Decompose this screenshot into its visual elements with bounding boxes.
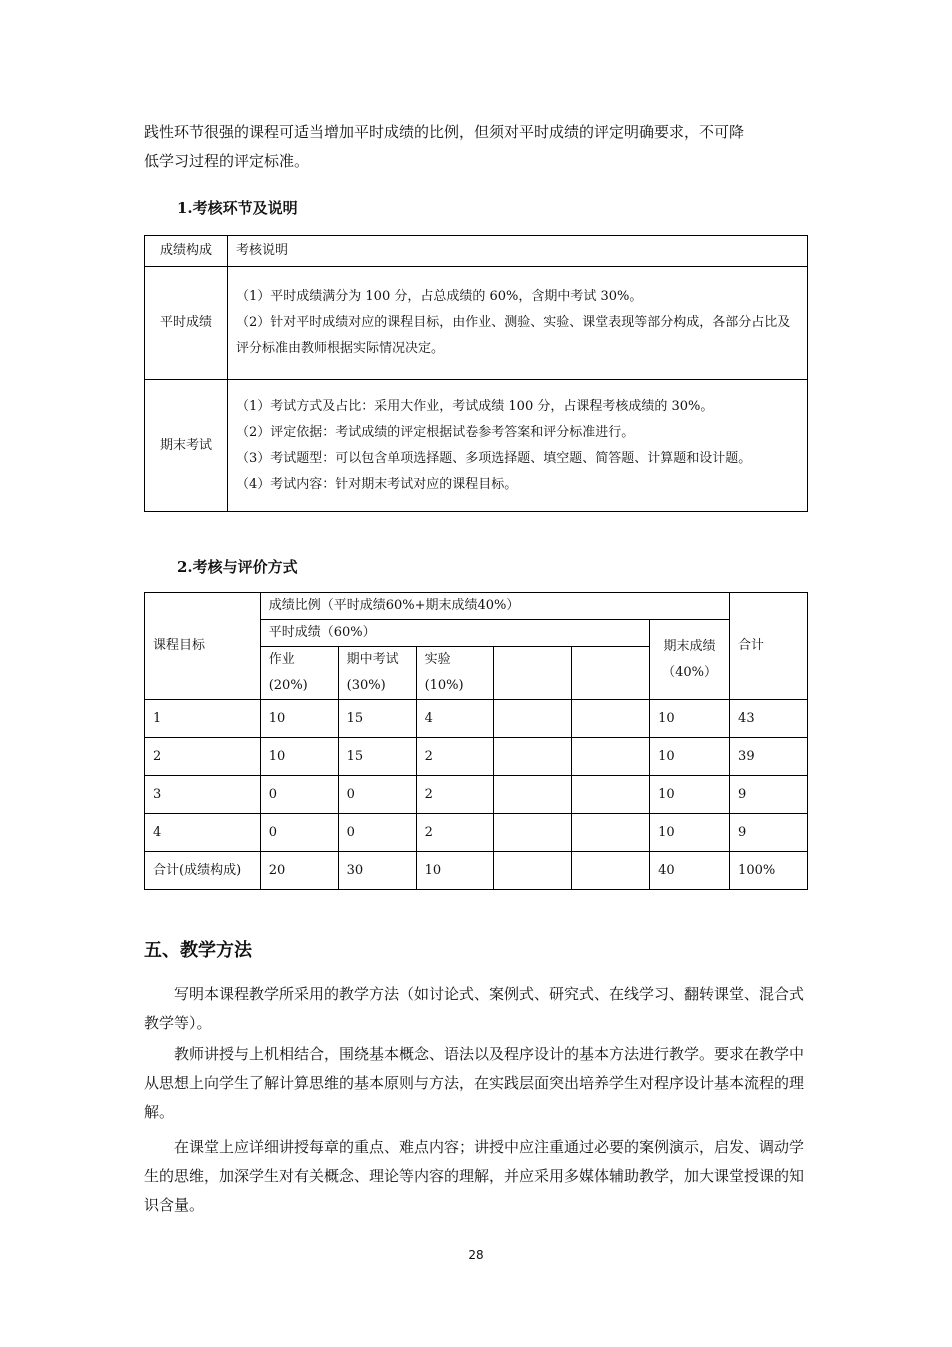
page-number: 28 [468, 1248, 484, 1262]
header-lab-pct: (10%) [424, 678, 464, 693]
section-5-heading: 五、教学方法 [144, 940, 252, 961]
empty-cell [572, 738, 650, 776]
description-line: （2）针对平时成绩对应的课程目标，由作业、测验、实验、课堂表现等部分构成，各部分占比及评分标准由教师根据实际情况决定。 [236, 315, 791, 356]
section-1-heading: 1.考核环节及说明 [177, 199, 298, 217]
assessment-table-header [145, 236, 808, 267]
cell-midterm: 30 [338, 852, 416, 890]
cell-total: 43 [730, 700, 808, 738]
cell-final: 10 [650, 700, 730, 738]
cell-goal: 合计(成绩构成) [145, 852, 261, 890]
cell-final: 10 [650, 814, 730, 852]
assessment-table [144, 235, 808, 512]
description-line: （3）考试题型：可以包含单项选择题、多项选择题、填空题、简答题、计算题和设计题。 [236, 450, 752, 466]
cell-homework: 0 [260, 814, 338, 852]
row-description [228, 380, 808, 512]
description-line: （1）平时成绩满分为 100 分，占总成绩的 60%，含期中考试 30%。 [236, 289, 643, 304]
cell-homework: 20 [260, 852, 338, 890]
evaluation-header-row [145, 593, 808, 620]
teaching-method-paragraph: 在课堂上应详细讲授每章的重点、难点内容；讲授中应注重通过必要的案例演示，启发、调动学生的思维，加深学生对有关概念、理论等内容的理解，并应采用多媒体辅助教学，加大课堂授课的知识含量。 [144, 1138, 805, 1214]
header-grade-ratio: 成绩比例（平时成绩60%+期末成绩40%） [260, 593, 729, 620]
cell-goal: 2 [145, 738, 261, 776]
table-row [145, 700, 808, 738]
teaching-method-paragraph: 写明本课程教学所采用的教学方法（如讨论式、案例式、研究式、在线学习、翻转课堂、混合式教学等）。 [144, 985, 805, 1032]
header-lab [416, 647, 494, 700]
cell-midterm: 0 [338, 814, 416, 852]
description-line: （2）评定依据：考试成绩的评定根据试卷参考答案和评分标准进行。 [236, 424, 635, 440]
header-midterm-label: 期中考试 [346, 652, 399, 667]
description-line: （1）考试方式及占比：采用大作业，考试成绩 100 分，占课程考核成绩的 30%。 [236, 398, 714, 414]
cell-lab: 2 [416, 776, 494, 814]
description-line: （4）考试内容：针对期末考试对应的课程目标。 [236, 476, 518, 492]
section-2-heading: 2.考核与评价方式 [177, 558, 298, 576]
table-row [145, 380, 808, 512]
cell-homework: 10 [260, 700, 338, 738]
row-label: 期末考试 [145, 380, 228, 512]
cell-total: 9 [730, 814, 808, 852]
intro-line-1: 践性环节很强的课程可适当增加平时成绩的比例，但须对平时成绩的评定明确要求，不可降 [144, 123, 745, 141]
header-midterm [338, 647, 416, 700]
cell-homework: 10 [260, 738, 338, 776]
header-homework-pct: (20%) [268, 678, 308, 693]
cell-total: 9 [730, 776, 808, 814]
cell-lab: 2 [416, 814, 494, 852]
empty-cell [494, 776, 572, 814]
cell-lab: 10 [416, 852, 494, 890]
table-row [145, 267, 808, 380]
empty-cell [494, 814, 572, 852]
cell-midterm: 15 [338, 700, 416, 738]
table-row [145, 776, 808, 814]
header-total: 合计 [730, 593, 808, 700]
empty-cell [494, 700, 572, 738]
empty-cell [572, 852, 650, 890]
empty-header-cell [494, 647, 572, 700]
cell-final: 10 [650, 738, 730, 776]
empty-header-cell [572, 647, 650, 700]
cell-goal: 4 [145, 814, 261, 852]
header-usual-grade: 平时成绩（60%） [260, 620, 649, 647]
cell-final: 40 [650, 852, 730, 890]
row-label: 平时成绩 [145, 267, 228, 380]
cell-goal: 3 [145, 776, 261, 814]
table-row [145, 852, 808, 890]
cell-total: 100% [730, 852, 808, 890]
cell-final: 10 [650, 776, 730, 814]
header-course-goal: 课程目标 [145, 593, 261, 700]
cell-goal: 1 [145, 700, 261, 738]
cell-homework: 0 [260, 776, 338, 814]
header-homework-label: 作业 [268, 652, 295, 667]
header-assessment-description: 考核说明 [228, 236, 808, 267]
header-midterm-pct: (30%) [346, 678, 386, 693]
empty-cell [572, 700, 650, 738]
empty-cell [572, 814, 650, 852]
table-row [145, 814, 808, 852]
header-final-grade: 期末成绩（40%） [650, 620, 730, 700]
empty-cell [572, 776, 650, 814]
cell-lab: 2 [416, 738, 494, 776]
cell-total: 39 [730, 738, 808, 776]
empty-cell [494, 852, 572, 890]
empty-cell [494, 738, 572, 776]
evaluation-table [144, 592, 808, 890]
cell-midterm: 15 [338, 738, 416, 776]
row-description [228, 267, 808, 380]
cell-midterm: 0 [338, 776, 416, 814]
cell-lab: 4 [416, 700, 494, 738]
intro-line-2: 低学习过程的评定标准。 [144, 152, 310, 170]
table-row [145, 738, 808, 776]
teaching-method-paragraph: 教师讲授与上机相结合，围绕基本概念、语法以及程序设计的基本方法进行教学。要求在教学中从思想上向学生了解计算思维的基本原则与方法，在实践层面突出培养学生对程序设计基本流程的理解。 [144, 1045, 805, 1121]
header-lab-label: 实验 [424, 652, 451, 667]
header-grade-composition: 成绩构成 [145, 236, 228, 267]
header-homework [260, 647, 338, 700]
